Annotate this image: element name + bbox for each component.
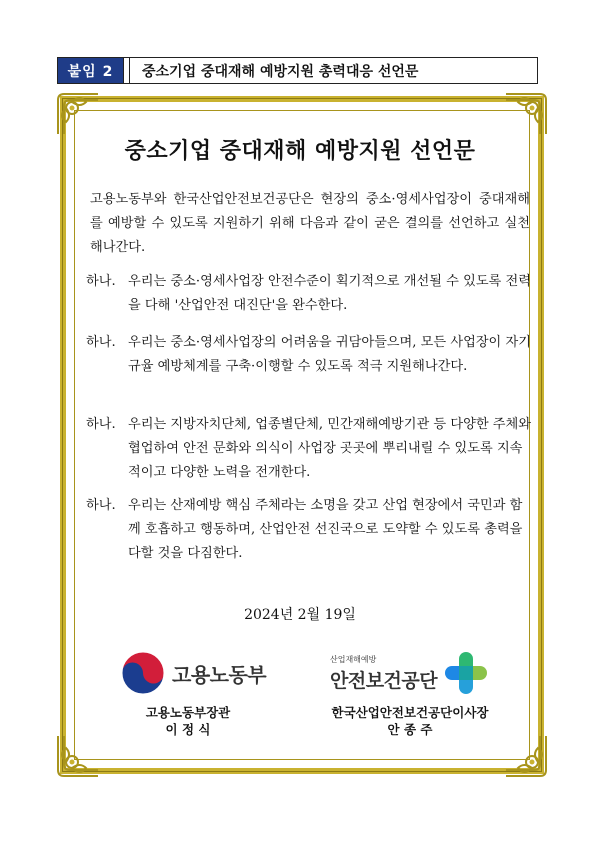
ministry-logo — [120, 650, 266, 696]
corner-ornament-icon — [502, 90, 550, 138]
pledge-item — [86, 494, 534, 566]
pledge-lead: 하나. — [86, 335, 116, 350]
attachment-header — [57, 57, 538, 84]
pledge-lead: 하나. — [86, 498, 116, 513]
kosha-cross-icon — [443, 650, 489, 696]
corner-ornament-icon — [54, 90, 102, 138]
kosha-logo-text: 안전보건공단 — [330, 669, 438, 692]
pledge-item — [86, 270, 534, 318]
signature-kosha — [300, 704, 520, 738]
signature-title: 고용노동부장관 — [145, 705, 231, 720]
signature-name: 이 정 식 — [165, 722, 211, 737]
pledge-item — [86, 331, 534, 379]
pledge-text: 우리는 중소·영세사업장의 어려움을 귀담아들으며, 모든 사업장이 자기규율 예방체계를 구축·이행할 수 있도록 적극 지원해나간다. — [128, 335, 531, 374]
ministry-logo-text: 고용노동부 — [172, 662, 267, 687]
signature-name: 안 종 주 — [387, 722, 433, 737]
signature-ministry — [118, 704, 258, 738]
pledge-text: 우리는 중소·영세사업장 안전수준이 획기적으로 개선될 수 있도록 전력을 다해 '산업안전 대진단'을 완수한다. — [128, 274, 531, 313]
pledge-text: 우리는 지방자치단체, 업종별단체, 민간재해예방기관 등 다양한 주체와 협업하여 안전 문화와 의식이 사업장 곳곳에 뿌리내릴 수 있도록 지속적이고 다양한 노력을 전개한다. — [128, 417, 531, 480]
signature-title: 한국산업안전보건공단이사장 — [331, 705, 489, 720]
kosha-logo — [330, 650, 489, 696]
taegeuk-icon — [120, 650, 166, 696]
attachment-title: 중소기업 중대재해 예방지원 총력대응 선언문 — [142, 63, 419, 80]
pledge-item — [86, 413, 534, 485]
pledge-lead: 하나. — [86, 274, 116, 289]
kosha-logo-subtext: 산업재해예방 — [330, 654, 377, 664]
declaration-intro: 고용노동부와 한국산업안전보건공단은 현장의 중소·영세사업장이 중대재해를 예방할 수 있도록 지원하기 위해 다음과 같이 굳은 결의를 선언하고 실천해나간다. — [90, 192, 530, 255]
corner-ornament-icon — [54, 732, 102, 780]
declaration-date: 2024년 2월 19일 — [244, 607, 356, 623]
pledge-text: 우리는 산재예방 핵심 주체라는 소명을 갖고 산업 현장에서 국민과 함께 호흡하고 행동하며, 산업안전 선진국으로 도약할 수 있도록 총력을 다할 것을 다짐한다. — [128, 498, 523, 561]
pledge-lead: 하나. — [86, 417, 116, 432]
corner-ornament-icon — [502, 732, 550, 780]
declaration-title: 중소기업 중대재해 예방지원 선언문 — [124, 139, 476, 164]
attachment-badge: 붙임 2 — [58, 58, 124, 83]
